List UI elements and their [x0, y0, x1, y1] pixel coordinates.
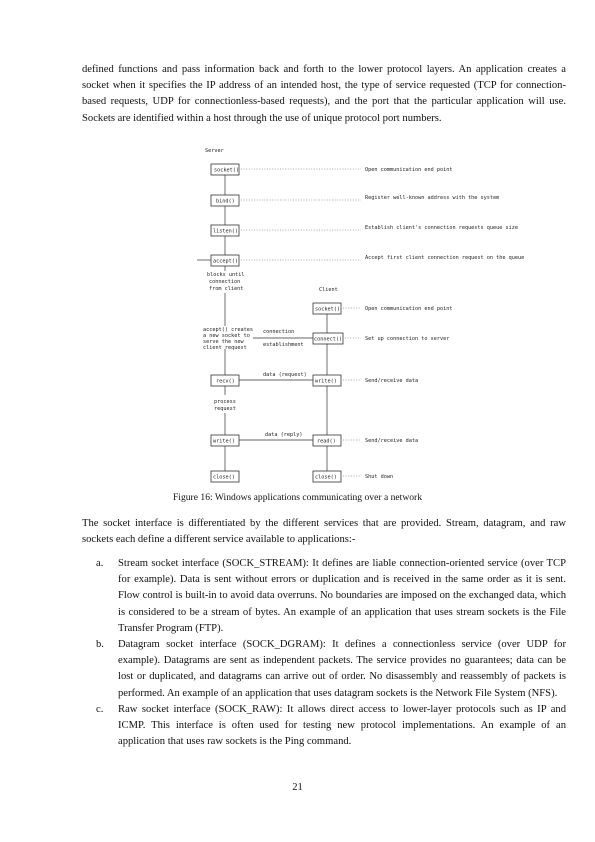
client-connect-box: [313, 333, 343, 344]
svg-text:listen(): listen(): [213, 228, 238, 235]
svg-text:write(): write(): [315, 378, 337, 385]
note-open-endpoint-server: Open communication end point: [365, 167, 453, 173]
svg-text:read(): read(): [317, 438, 336, 445]
body-paragraph: The socket interface is differentiated by the different services that are provided. Stream, datagram, and raw sockets each define a different service available to applications:-: [82, 518, 566, 546]
server-label: Server: [205, 148, 224, 154]
page-number: 21: [292, 782, 303, 793]
svg-text:recv(): recv(): [216, 378, 235, 385]
svg-text:a new socket to: a new socket to: [203, 333, 250, 339]
svg-text:bind(): bind(): [216, 198, 235, 205]
svg-text:connection: connection: [209, 279, 241, 285]
note-send-receive-2: Send/receive data: [365, 438, 419, 444]
svg-text:establishment: establishment: [263, 342, 304, 348]
server-write-box: [211, 435, 239, 446]
svg-text:from client: from client: [209, 286, 244, 292]
svg-text:blocks until: blocks until: [207, 272, 245, 278]
accept-creates-text: [203, 327, 253, 351]
connection-establishment-text: [263, 329, 304, 348]
socket-types-list: [96, 556, 566, 750]
client-label: Client: [319, 287, 338, 293]
svg-text:close(): close(): [315, 474, 337, 481]
intro-paragraph: defined functions and pass information back and forth to the lower protocol layers. An application creates a socket when it specifies the IP address of an intended host, the type of service requested (TCP for connection-based requests, UDP for connectionless-based requests), and the port that the particular application will use. Sockets are identified within a host through the use of unique protocol port numbers.: [82, 64, 566, 124]
note-open-endpoint-client: Open communication end point: [365, 306, 453, 312]
data-reply-label: data (reply): [265, 432, 303, 438]
client-read-box: [313, 435, 341, 446]
list-item: a. Stream socket interface (SOCK_STREAM): It defines are liable connection-oriented service (over TCP for example). Data is sent without errors or duplication and is received in the same order as it is sent. Flow control is built-in to avoid data overruns. No boundaries are imposed on the exchanged data, which is considered to be a stream of bytes. An example of an application that uses stream sockets is the File Transfer Program (FTP).: [96, 558, 566, 634]
svg-text:serve the new: serve the new: [203, 339, 244, 345]
blocks-until-text: [207, 272, 244, 292]
svg-text:process: process: [214, 399, 236, 405]
svg-text:request: request: [214, 406, 236, 412]
process-request-text: [214, 399, 236, 412]
server-close-box: [211, 471, 239, 482]
server-listen-box: [211, 225, 239, 236]
server-socket-box: [211, 164, 239, 175]
svg-text:connection: connection: [263, 329, 295, 335]
server-recv-box: [211, 375, 239, 386]
svg-text:close(): close(): [213, 474, 235, 481]
svg-text:connect(): connect(): [314, 336, 343, 343]
svg-text:Register well-known address wi: Register well-known address with the system: [365, 195, 500, 201]
note-queue-size: Establish client's connection requests queue size: [365, 225, 519, 231]
list-item: c. Raw socket interface (SOCK_RAW): It allows direct access to lower-layer protocols such as IP and ICMP. This interface is often used for testing new protocol implementations. An example of an application that uses raw sockets is the Ping command.: [96, 703, 566, 748]
note-setup-connection: Set up connection to server: [365, 336, 450, 342]
client-socket-box: [313, 303, 341, 314]
client-close-box: [313, 471, 341, 482]
svg-text:write(): write(): [213, 438, 235, 445]
list-item: b. Datagram socket interface (SOCK_DGRAM): It defines a connectionless service (over UDP for example). Datagrams are sent as independent packets. The service provides no guarantees; data can be lost or duplicated, and datagrams can arrive out of order. No disassembly and reassembly of packets is performed. An example of an application that uses datagram sockets is the Network File System (NFS).: [96, 639, 566, 699]
server-accept-box: [211, 255, 239, 266]
server-bind-box: [211, 195, 239, 206]
note-shut-down: Shut down: [365, 474, 394, 480]
note-register-address: [365, 195, 499, 201]
svg-text:socket(): socket(): [315, 306, 340, 313]
note-accept-first: Accept first client connection request on the queue: [365, 255, 525, 261]
figure-caption: Figure 16: Windows applications communicating over a network: [172, 492, 423, 503]
svg-text:accept() creates: accept() creates: [203, 327, 253, 333]
svg-text:client request: client request: [203, 345, 247, 351]
svg-text:socket(): socket(): [214, 167, 239, 174]
socket-sequence-diagram: [197, 143, 525, 483]
data-request-label: data (request): [263, 372, 307, 378]
note-send-receive-1: Send/receive data: [365, 378, 419, 384]
svg-text:accept(): accept(): [213, 258, 238, 265]
client-write-box: [313, 375, 341, 386]
